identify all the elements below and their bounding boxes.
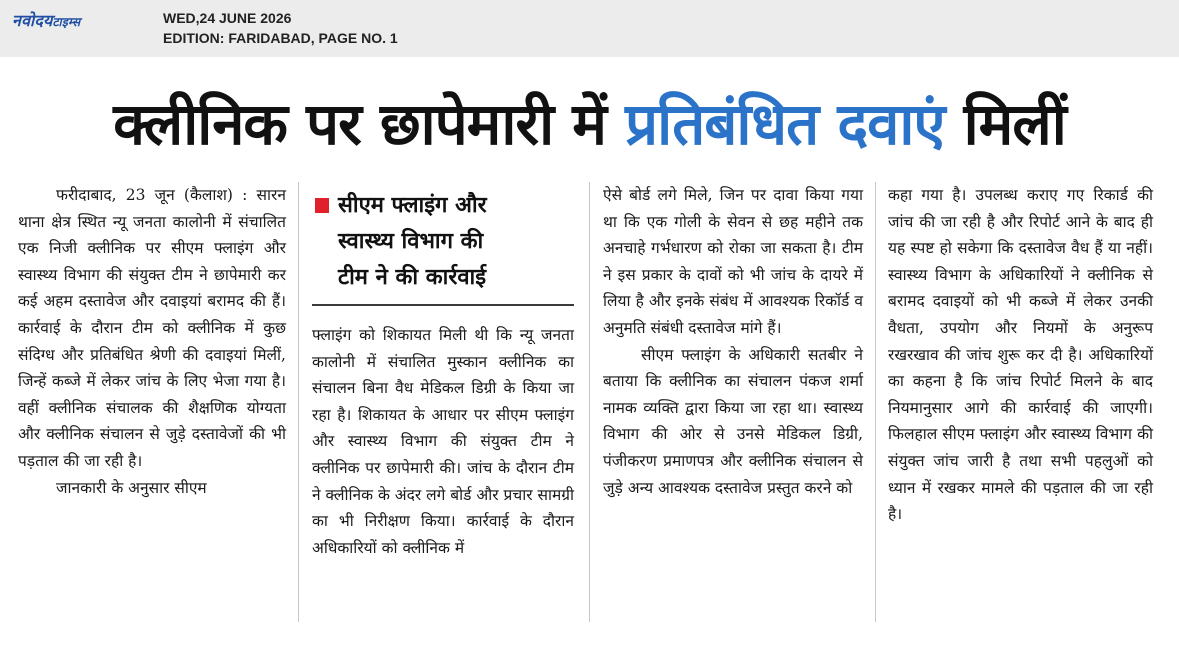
headline-part-3: मिलीं xyxy=(944,90,1066,158)
column-divider xyxy=(589,182,590,622)
logo-main: नवोदय xyxy=(12,11,53,30)
column-divider xyxy=(298,182,299,622)
article-column-2 xyxy=(312,322,574,561)
column-divider xyxy=(875,182,876,622)
article-paragraph: सीएम फ्लाइंग के अधिकारी सतबीर ने बताया कि क्लीनिक का संचालन पंकज शर्मा नामक व्यक्ति द्वारा किया जा रहा था। स्वास्थ्य विभाग की ओर से उनसे मेडिकल डिग्री, पंजीकरण प्रमाणपत्र और क्लीनिक संचालन से जुड़े अन्य आवश्यक दस्तावेज प्रस्तुत करने को xyxy=(603,345,863,497)
article-paragraph: फरीदाबाद, 23 जून (कैलाश) : सारन थाना क्षेत्र स्थित न्यू जनता कालोनी में संचालित एक निजी क्लीनिक पर सीएम फ्लाइंग और स्वास्थ्य विभाग की संयुक्त टीम ने छापेमारी कर कई अहम दस्तावेज और दवाइयां बरामद की हैं। कार्रवाई के दौरान टीम को क्लीनिक में कुछ संदिग्ध और प्रतिबंधित श्रेणी की दवाइयां मिलीं, जिन्हें कब्जे में लेकर जांच के लिए भेजा गया है। वहीं क्लीनिक संचालक की शैक्षणिक योग्यता और क्लीनिक संचालन से जुड़े दस्तावेजों की भी पड़ताल की जा रही है। xyxy=(18,186,286,470)
red-square-marker xyxy=(315,198,329,213)
subheadline-underline xyxy=(312,304,574,306)
subheadline-box xyxy=(312,188,574,306)
newspaper-logo xyxy=(12,9,80,31)
article-column-4 xyxy=(888,182,1153,528)
article-paragraph: फ्लाइंग को शिकायत मिली थी कि न्यू जनता कालोनी में संचालित मुस्कान क्लीनिक का संचालन बिना वैध मेडिकल डिग्री के किया जा रहा है। शिकायत के आधार पर सीएम फ्लाइंग और स्वास्थ्य विभाग की संयुक्त टीम ने क्लीनिक पर छापेमारी की। जांच के दौरान टीम ने क्लीनिक के अंदर लगे बोर्ड और प्रचार सामग्री का भी निरीक्षण किया। कार्रवाई के दौरान अधिकारियों को क्लीनिक में xyxy=(312,326,574,557)
subheadline-line: टीम ने की कार्रवाई xyxy=(338,265,487,290)
subheadline xyxy=(338,188,574,296)
article-headline xyxy=(0,74,1179,174)
subheadline-line: सीएम फ्लाइंग और xyxy=(338,193,487,218)
logo-sub: टाइम्स xyxy=(52,15,81,29)
edition-page: EDITION: FARIDABAD, PAGE NO. 1 xyxy=(163,30,398,46)
headline-part-1: क्लीनिक पर छापेमारी में xyxy=(113,90,626,158)
article-paragraph: जानकारी के अनुसार सीएम xyxy=(56,478,207,497)
article-column-3 xyxy=(603,182,863,501)
headline-highlight: प्रतिबंधित दवाएं xyxy=(625,90,945,158)
edition-info xyxy=(163,8,398,48)
article-paragraph: कहा गया है। उपलब्ध कराए गए रिकार्ड की जांच की जा रही है और रिपोर्ट आने के बाद ही यह स्पष्ट हो सकेगा कि दस्तावेज वैध हैं या नहीं। स्वास्थ्य विभाग के अधिकारियों ने क्लीनिक से बरामद दवाइयों को भी कब्जे में लेकर उनकी वैधता, उपयोग और नियमों के अनुरूप रखरखाव की जांच शुरू कर दी है। अधिकारियों का कहना है कि जांच रिपोर्ट मिलने के बाद नियमानुसार आगे की कार्रवाई की जाएगी। फिलहाल सीएम फ्लाइंग और स्वास्थ्य विभाग की संयुक्त जांच जारी है तथा सभी पहलुओं को ध्यान में रखकर मामले की पड़ताल की जा रही है। xyxy=(888,186,1153,524)
edition-date: WED,24 JUNE 2026 xyxy=(163,10,292,26)
article-paragraph: ऐसे बोर्ड लगे मिले, जिन पर दावा किया गया था कि एक गोली के सेवन से छह महीने तक अनचाहे गर्भधारण को रोका जा सकता है। टीम ने इस प्रकार के दावों को भी जांच के दायरे में लिया है और इनके संबंध में आवश्यक रिकॉर्ड व अनुमति संबंधी दस्तावेज मांगे हैं। xyxy=(603,186,863,337)
subheadline-line: स्वास्थ्य विभाग की xyxy=(338,229,484,254)
article-column-1 xyxy=(18,182,286,501)
page-header-bar xyxy=(0,0,1179,57)
